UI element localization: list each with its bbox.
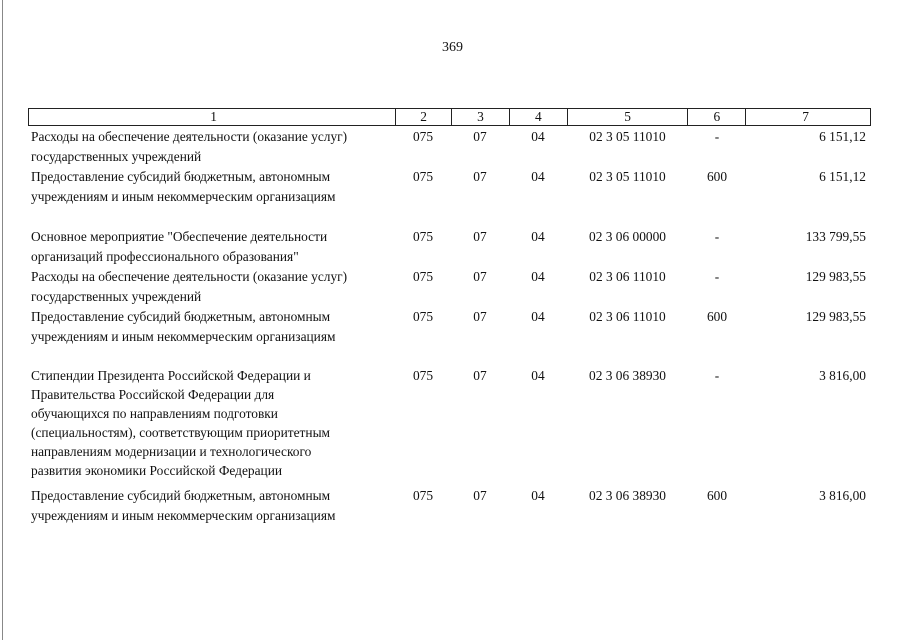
row-csr: 02 3 06 00000 [589,229,666,244]
header-col-3: 3 [451,109,509,125]
row-pr: 04 [531,269,545,284]
row-vr: 600 [706,169,728,184]
row-rz: 07 [473,129,487,144]
row-vr: - [714,368,720,383]
row-ved: 075 [412,488,434,503]
row-csr: 02 3 05 11010 [589,169,666,184]
table-row [28,366,871,480]
header-col-1: 1 [210,109,217,124]
header-col-2: 2 [395,109,451,125]
table-row [28,267,871,307]
row-name: Предоставление субсидий бюджетным, автономным учреждениям и иным некоммерческим организациям [31,169,336,204]
row-pr: 04 [531,368,545,383]
row-name: Предоставление субсидий бюджетным, автономным учреждениям и иным некоммерческим организациям [31,488,336,523]
row-pr: 04 [531,309,545,324]
row-rz: 07 [473,368,487,383]
table-row [28,307,871,347]
row-vr: - [714,229,720,244]
row-ved: 075 [412,368,434,383]
header-col-7: 7 [745,109,870,125]
row-vr: 600 [706,309,728,324]
row-name: Основное мероприятие "Обеспечение деятельности организаций профессионального образования" [31,229,328,264]
table-row [28,227,871,267]
header-col-4: 4 [509,109,567,125]
row-ved: 075 [412,269,434,284]
row-sum: 6 151,12 [819,129,866,144]
row-sum: 129 983,55 [805,269,866,284]
table-row [28,127,871,167]
row-csr: 02 3 06 11010 [589,309,666,324]
row-rz: 07 [473,229,487,244]
row-rz: 07 [473,488,487,503]
row-rz: 07 [473,309,487,324]
row-name: Расходы на обеспечение деятельности (оказание услуг) государственных учреждений [31,129,348,164]
header-col-6: 6 [687,109,745,125]
row-sum: 3 816,00 [819,488,866,503]
row-vr: 600 [706,488,728,503]
page-left-edge-line [2,0,3,640]
row-rz: 07 [473,169,487,184]
row-csr: 02 3 06 38930 [589,368,666,383]
row-sum: 133 799,55 [805,229,866,244]
row-pr: 04 [531,229,545,244]
row-pr: 04 [531,129,545,144]
row-vr: - [714,269,720,284]
row-ved: 075 [412,129,434,144]
row-sum: 129 983,55 [805,309,866,324]
table-header-row [28,108,871,126]
table-row [28,167,871,207]
row-ved: 075 [412,229,434,244]
table-row [28,486,871,526]
row-name: Предоставление субсидий бюджетным, автономным учреждениям и иным некоммерческим организациям [31,309,336,344]
header-col-5: 5 [567,109,688,125]
row-pr: 04 [531,169,545,184]
row-name: Расходы на обеспечение деятельности (оказание услуг) государственных учреждений [31,269,348,304]
row-vr: - [714,129,720,144]
row-csr: 02 3 06 38930 [589,488,666,503]
row-name: Стипендии Президента Российской Федерации и Правительства Российской Федерации для обучающихся по направлениям подготовки (специальностям), соответствующим приоритетным направлениям модернизации и технологического развития экономики Российской Федерации [31,368,331,478]
row-ved: 075 [412,169,434,184]
row-csr: 02 3 05 11010 [589,129,666,144]
row-ved: 075 [412,309,434,324]
page-number: 369 [442,40,463,55]
row-sum: 3 816,00 [819,368,866,383]
row-pr: 04 [531,488,545,503]
budget-table [28,108,871,526]
row-sum: 6 151,12 [819,169,866,184]
row-rz: 07 [473,269,487,284]
row-csr: 02 3 06 11010 [589,269,666,284]
